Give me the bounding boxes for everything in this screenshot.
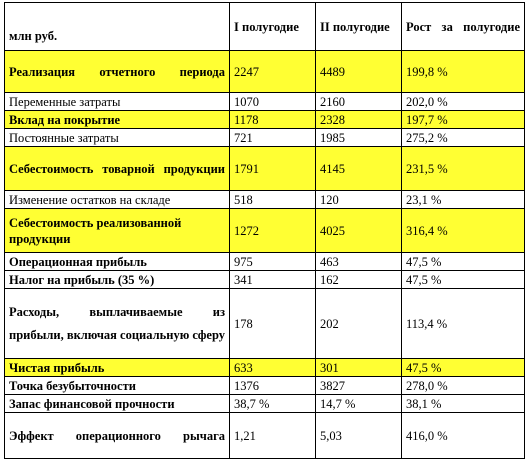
row-label: Переменные затраты: [5, 93, 230, 111]
row-label: Чистая прибыль: [5, 359, 230, 377]
table-row: [5, 147, 525, 191]
row-h2: 4489: [316, 51, 402, 93]
row-h2: 4025: [316, 209, 402, 253]
row-label: Себестоимость реализованной продукции: [5, 209, 230, 253]
header-h1: I полугодие: [230, 3, 316, 51]
row-h2: 463: [316, 253, 402, 271]
row-label: Расходы, выплачиваемые из прибыли, включая социальную сферу: [5, 289, 230, 359]
row-growth: 47,5 %: [402, 359, 525, 377]
table-row: [5, 129, 525, 147]
row-h1: 38,7 %: [230, 395, 316, 413]
table-row: [5, 209, 525, 253]
row-label: Точка безубыточности: [5, 377, 230, 395]
table-row: [5, 289, 525, 359]
row-label: Себестоимость товарной продукции: [5, 147, 230, 191]
row-h2: 2328: [316, 111, 402, 129]
row-growth: 23,1 %: [402, 191, 525, 209]
table-row: [5, 377, 525, 395]
row-growth: 199,8 %: [402, 51, 525, 93]
table-row: [5, 271, 525, 289]
header-h2: II полугодие: [316, 3, 402, 51]
table-row: [5, 395, 525, 413]
row-label: Постоянные затраты: [5, 129, 230, 147]
row-growth: 38,1 %: [402, 395, 525, 413]
row-growth: 278,0 %: [402, 377, 525, 395]
row-h1: 1791: [230, 147, 316, 191]
row-h2: 202: [316, 289, 402, 359]
table-row: [5, 93, 525, 111]
row-h2: 162: [316, 271, 402, 289]
row-h1: 1070: [230, 93, 316, 111]
row-growth: 197,7 %: [402, 111, 525, 129]
table-row: [5, 111, 525, 129]
row-growth: 231,5 %: [402, 147, 525, 191]
row-h1: 975: [230, 253, 316, 271]
row-growth: 275,2 %: [402, 129, 525, 147]
row-label: Реализация отчетного периода: [5, 51, 230, 93]
row-h1: 1272: [230, 209, 316, 253]
row-h1: 721: [230, 129, 316, 147]
row-growth: 416,0 %: [402, 413, 525, 459]
row-h2: 2160: [316, 93, 402, 111]
finance-table: [4, 2, 525, 459]
row-h2: 4145: [316, 147, 402, 191]
row-h1: 341: [230, 271, 316, 289]
row-h1: 633: [230, 359, 316, 377]
row-h2: 3827: [316, 377, 402, 395]
row-h1: 1376: [230, 377, 316, 395]
row-h1: 2247: [230, 51, 316, 93]
table-row: [5, 413, 525, 459]
row-label: Изменение остатков на складе: [5, 191, 230, 209]
table-row: [5, 51, 525, 93]
row-h2: 5,03: [316, 413, 402, 459]
row-h1: 1178: [230, 111, 316, 129]
row-growth: 47,5 %: [402, 271, 525, 289]
table-row: [5, 191, 525, 209]
row-label: Запас финансовой прочности: [5, 395, 230, 413]
row-h2: 1985: [316, 129, 402, 147]
header-unit: млн руб.: [5, 3, 230, 51]
row-h1: 178: [230, 289, 316, 359]
row-h1: 518: [230, 191, 316, 209]
row-label: Налог на прибыль (35 %): [5, 271, 230, 289]
row-growth: 113,4 %: [402, 289, 525, 359]
row-growth: 202,0 %: [402, 93, 525, 111]
row-h2: 301: [316, 359, 402, 377]
row-h2: 14,7 %: [316, 395, 402, 413]
table-row: [5, 253, 525, 271]
row-label: Операционная прибыль: [5, 253, 230, 271]
header-growth: Рост за полугодие: [402, 3, 525, 51]
row-h1: 1,21: [230, 413, 316, 459]
header-row: [5, 3, 525, 51]
row-label: Эффект операционного рычага: [5, 413, 230, 459]
row-label: Вклад на покрытие: [5, 111, 230, 129]
row-growth: 47,5 %: [402, 253, 525, 271]
row-h2: 120: [316, 191, 402, 209]
row-growth: 316,4 %: [402, 209, 525, 253]
table-row: [5, 359, 525, 377]
